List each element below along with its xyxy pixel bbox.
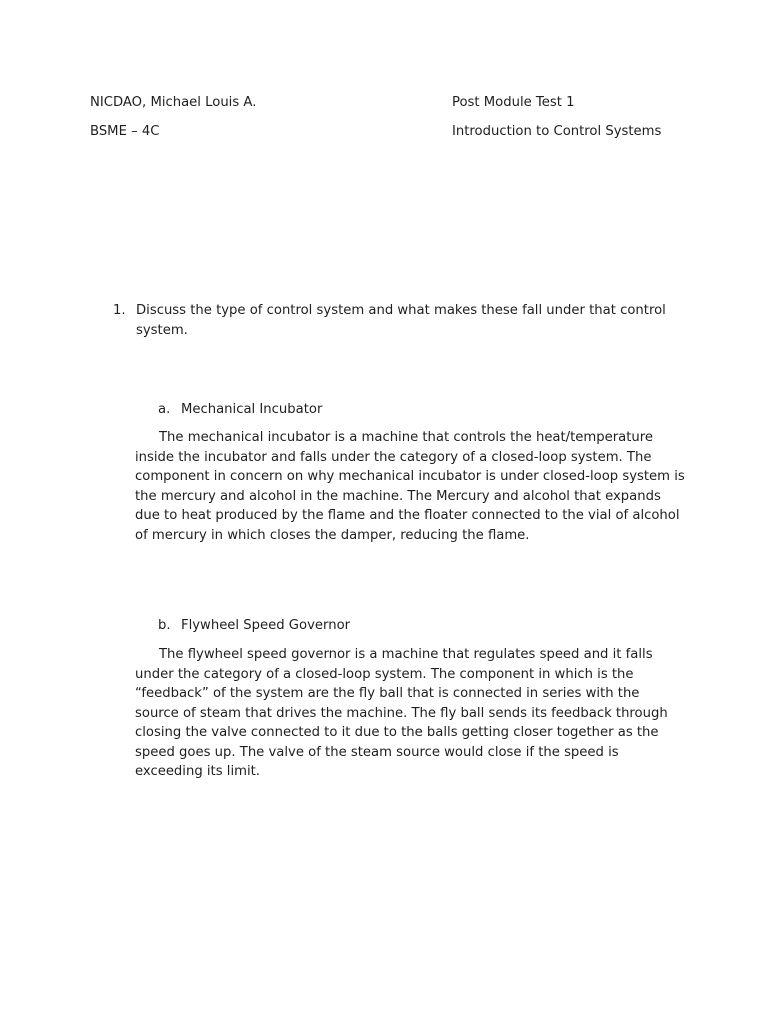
section-a-title: Mechanical Incubator: [181, 402, 323, 417]
section-a-body: The mechanical incubator is a machine that controls the heat/temperature inside the incubator and falls under the category of a closed-loop system. The component in concern on why mechanical incubator is under closed-loop system is the mercury and alcohol in the machine. The Mercury and alcohol that expands due to heat produced by the flame and the floater connected to the vial of alcohol of mercury in which closes the damper, reducing the flame.: [135, 430, 685, 543]
test-title: Post Module Test 1: [452, 95, 575, 110]
question-text-line-1: Discuss the type of control system and what makes these fall under that control: [136, 303, 666, 318]
subject-title: Introduction to Control Systems: [452, 124, 662, 139]
question-text-line-2: system.: [136, 323, 188, 338]
student-course: BSME – 4C: [90, 124, 160, 139]
question-number: 1.: [113, 303, 126, 318]
section-b-marker: b.: [158, 618, 171, 633]
section-b-title: Flywheel Speed Governor: [181, 618, 351, 633]
section-a-marker: a.: [158, 402, 171, 417]
section-b-body: The flywheel speed governor is a machine that regulates speed and it falls under the category of a closed-loop system. The component in which is the “feedback” of the system are the fly ball that is connected in series with the source of steam that drives the machine. The fly ball sends its feedback through closing the valve connected to it due to the balls getting closer together as the speed goes up. The valve of the steam source would close if the speed is exceeding its limit.: [135, 647, 668, 779]
student-name: NICDAO, Michael Louis A.: [90, 95, 257, 110]
